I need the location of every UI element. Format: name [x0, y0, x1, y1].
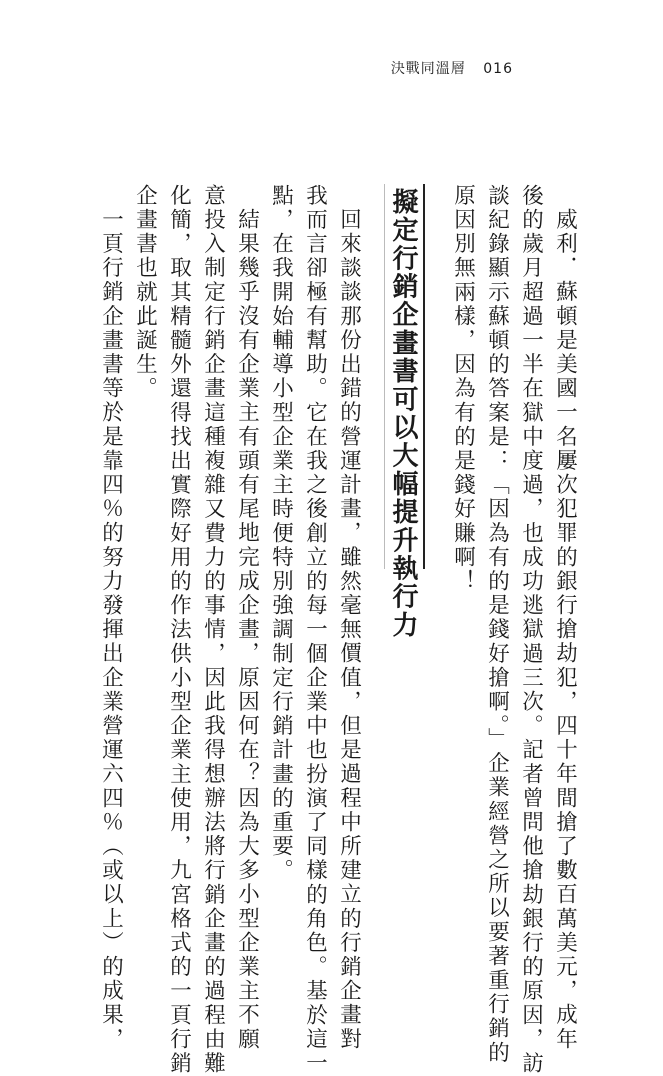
running-header	[391, 58, 513, 78]
text-line-9: 意投入制定行銷企畫這種複雜又費力的事情，因此我得想辦法將行銷企畫的過程由難	[200, 184, 226, 1076]
text-line-6: 我而言卻極有幫助。它在我之後創立的每一個企業中也扮演了同樣的角色。基於這一	[302, 184, 328, 1076]
text-line-11: 企畫書也就此誕生。	[132, 184, 158, 401]
page-number: 016	[483, 61, 513, 77]
text-line-3: 談紀錄顯示蘇頓的答案是：「因為有的是錢好搶啊。」企業經營之所以要著重行銷的	[484, 184, 510, 1065]
text-line-10: 化簡，取其精髓外還得找出實際好用的作法供小型企業主使用，九宮格式的一頁行銷	[166, 184, 192, 1076]
text-line-8: 結果幾乎沒有企業主有頭有尾地完成企畫，原因何在？因為大多小型企業主不願	[234, 208, 260, 1052]
book-title: 決戰同溫層	[390, 61, 466, 77]
text-line-12: 一頁行銷企畫書等於是靠四％的努力發揮出企業營運六四％（或以上）的成果，	[98, 208, 124, 1052]
text-line-7: 點，在我開始輔導小型企業主時便特別強調制定行銷計畫的重要。	[268, 184, 294, 883]
text-line-2: 後的歲月超過一半在獄中度過，也成功逃獄過三次。記者曾問他搶劫銀行的原因，訪	[518, 184, 544, 1076]
text-line-1: 威利．蘇頓是美國一名屢次犯罪的銀行搶劫犯，四十年間搶了數百萬美元，成年	[552, 208, 578, 1052]
text-line-4: 原因別無兩樣，因為有的是錢好賺啊！	[450, 184, 476, 594]
section-heading: 擬定行銷企畫書可以大幅提升執行力	[388, 188, 418, 640]
text-line-5: 回來談談那份出錯的營運計畫，雖然毫無價值，但是過程中所建立的行銷企畫對	[336, 208, 362, 1052]
